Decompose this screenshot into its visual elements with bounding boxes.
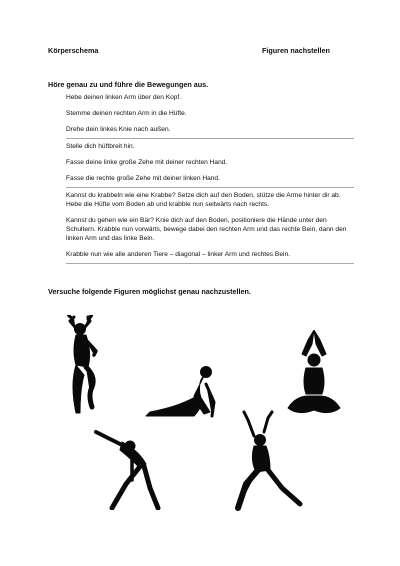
movement-item: Krabble nun wie alle anderen Tiere – diagonal – linker Arm und rechtes Bein.	[66, 251, 290, 258]
lotus-pose-figure	[286, 330, 342, 420]
movement-item: Fasse deine linke große Zehe mit deiner rechten Hand.	[66, 159, 228, 166]
warrior-pose-figure	[232, 410, 306, 514]
triangle-pose-figure	[92, 428, 164, 510]
header-title: Körperschema	[48, 46, 99, 55]
movement-item: Hebe deinen linken Arm über den Kopf.	[66, 94, 182, 101]
divider	[66, 187, 354, 188]
divider	[66, 138, 354, 139]
movement-item: Drehe dein linkes Knie nach außen.	[66, 126, 171, 133]
movement-item: Kannst du krabbeln wie eine Krabbe? Setze dich auf den Boden, stütze die Arme hinter dir ab. Hebe die Hüfte vom Boden ab und krabble nun seitwärts nach rechts.	[66, 192, 341, 208]
movement-item: Fasse die rechte große Zehe mit deiner linken Hand.	[66, 175, 220, 182]
listening-instruction: Höre genau zu und führe die Bewegungen aus.	[48, 80, 209, 89]
movement-item: Stelle dich hüftbreit hin.	[66, 143, 135, 150]
figures-instruction: Versuche folgende Figuren möglichst genau nachzustellen.	[48, 287, 251, 296]
cobra-pose-figure	[142, 362, 220, 418]
header-subtitle: Figuren nachstellen	[262, 46, 330, 55]
dancer-pose-figure	[58, 315, 110, 415]
movement-list	[66, 93, 354, 267]
divider	[66, 263, 354, 264]
movement-item: Stemme deinen rechten Arm in die Hüfte.	[66, 110, 187, 117]
movement-item: Kannst du gehen wie ein Bär? Knie dich auf den Boden, positioniere die Hände unter den Schultern. Krabble nun vorwärts, bewege dabei den rechten Arm und das rechte Bein, dann den linken Arm und das linke Bein.	[66, 217, 347, 242]
